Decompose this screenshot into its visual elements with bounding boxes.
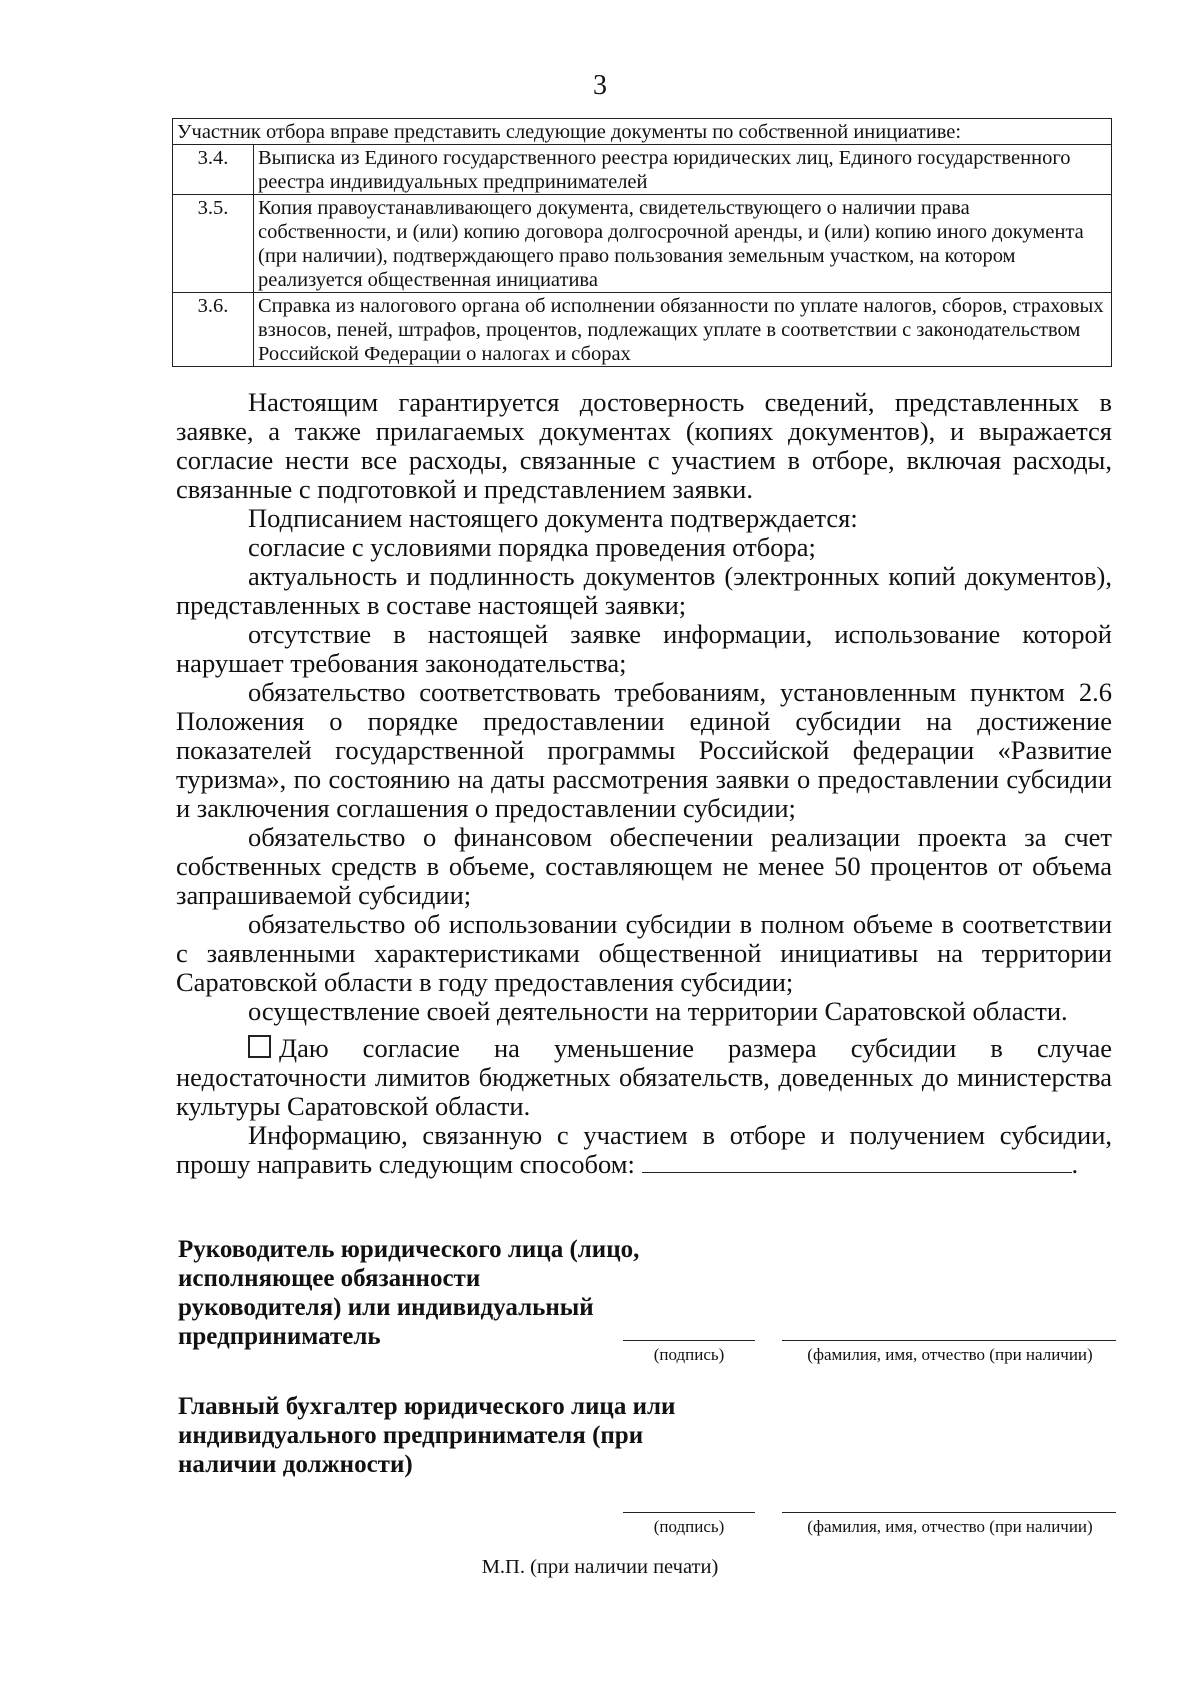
consent-paragraph [176, 1034, 1112, 1121]
consent-checkbox[interactable] [248, 1035, 271, 1058]
paragraph: актуальность и подлинность документов (электронных копий документов), представленных в составе настоящей заявки; [176, 561, 1112, 620]
signature-block-head [178, 1235, 1118, 1364]
paragraph: согласие с условиями порядка проведения отбора; [248, 532, 816, 562]
table-row [173, 145, 1112, 195]
page-number: 3 [593, 70, 607, 101]
paragraph: обязательство о финансовом обеспечении реализации проекта за счет собственных средств в объеме, составляющем не менее 50 процентов от объема запрашиваемой субсидии; [176, 822, 1112, 910]
signature-caption: (подпись) [653, 1517, 725, 1536]
paragraph: Подписанием настоящего документа подтверждается: [248, 503, 858, 533]
signature-block-accountant [178, 1392, 1118, 1536]
delivery-text: Информацию, связанную с участием в отборе и получением субсидии, прошу направить следующим способом: [176, 1120, 1112, 1179]
table-row [173, 293, 1112, 367]
consent-text: Даю согласие на уменьшение размера субсидии в случае недостаточности лимитов бюджетных обязательств, доведенных до министерства культуры Саратовской области. [176, 1033, 1112, 1121]
signature-line[interactable] [623, 1512, 755, 1513]
table-row [173, 195, 1112, 293]
name-line[interactable] [782, 1512, 1116, 1513]
document-body [176, 388, 1112, 1179]
stamp-note: М.П. (при наличии печати) [481, 1556, 719, 1578]
delivery-paragraph [176, 1121, 1112, 1179]
table-header-row [173, 119, 1112, 145]
name-caption: (фамилия, имя, отчество (при наличии) [807, 1517, 1093, 1536]
paragraph: обязательство об использовании субсидии в полном объеме в соответствии с заявленными характеристиками общественной инициативы на территории Саратовской области в году предоставления субсидии; [176, 909, 1112, 997]
paragraph: осуществление своей деятельности на территории Саратовской области. [248, 996, 1068, 1026]
row-text: Выписка из Единого государственного реестра юридических лиц, Единого государственного реестра индивидуальных предпринимателей [254, 145, 1112, 195]
name-line[interactable] [782, 1340, 1116, 1341]
row-number: 3.5. [173, 195, 254, 293]
delivery-end: . [1071, 1149, 1079, 1179]
row-text: Копия правоустанавливающего документа, свидетельствующего о наличии права собственности, и (или) копию договора долгосрочной аренды, и (или) копию иного документа (при наличии), подтверждающего право пользования земельным участком, на котором реализуется общественная инициатива [254, 195, 1112, 293]
name-caption: (фамилия, имя, отчество (при наличии) [807, 1345, 1093, 1364]
signatory-title: Руководитель юридического лица (лицо, исполняющее обязанности руководителя) или индивидуальный предприниматель [178, 1236, 640, 1350]
signatory-title: Главный бухгалтер юридического лица или индивидуального предпринимателя (при наличии должности) [178, 1393, 676, 1478]
signature-line[interactable] [623, 1340, 755, 1341]
row-number: 3.6. [173, 293, 254, 367]
row-number: 3.4. [173, 145, 254, 195]
paragraph: Настоящим гарантируется достоверность сведений, представленных в заявке, а также прилагаемых документах (копиях документов), и выражается согласие нести все расходы, связанные с участием в отборе, включая расходы, связанные с подготовкой и представлением заявки. [176, 387, 1112, 504]
paragraph: обязательство соответствовать требованиям, установленным пунктом 2.6 Положения о порядке предоставлении единой субсидии на достижение показателей государственной программы Российской федерации «Развитие туризма», по состоянию на даты рассмотрения заявки о предоставлении субсидии и заключения соглашения о предоставлении субсидии; [176, 677, 1112, 823]
signature-caption: (подпись) [653, 1345, 725, 1364]
paragraph: отсутствие в настоящей заявке информации, использование которой нарушает требования законодательства; [176, 619, 1112, 678]
table-header: Участник отбора вправе представить следующие документы по собственной инициативе: [173, 119, 1112, 145]
delivery-method-field[interactable] [642, 1150, 1072, 1173]
documents-table [172, 118, 1112, 367]
row-text: Справка из налогового органа об исполнении обязанности по уплате налогов, сборов, страховых взносов, пеней, штрафов, процентов, подлежащих уплате в соответствии с законодательством Российской Федерации о налогах и сборах [254, 293, 1112, 367]
